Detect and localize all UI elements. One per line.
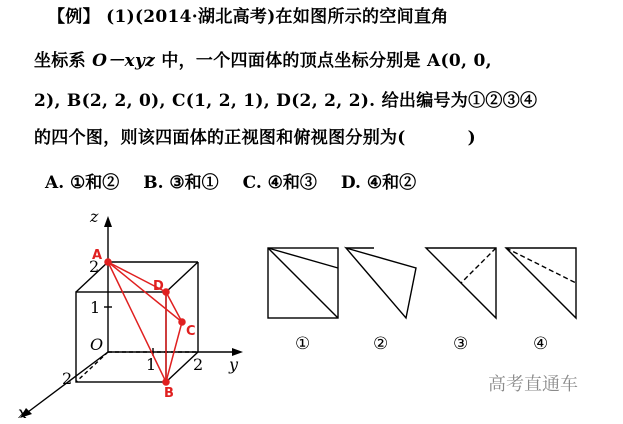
problem-line-2b: 中，一个四面体的顶点坐标分别是 A(0, 0, <box>155 51 492 71</box>
y-label: y <box>229 355 239 374</box>
tick-z2: 2 <box>89 257 100 276</box>
vertex-c-label: C <box>186 324 196 339</box>
tick-y1: 1 <box>146 355 157 374</box>
view-label-3: ③ <box>453 334 469 354</box>
view-2 <box>346 248 416 318</box>
cube-figure <box>20 216 243 418</box>
problem-line-4b: ) <box>467 128 476 148</box>
problem-line-4a: 的四个图，则该四面体的正视图和俯视图分别为( <box>34 128 406 148</box>
tetrahedron <box>105 259 185 385</box>
option-a: A. ①和② <box>45 173 120 193</box>
tick-z1: 1 <box>90 298 101 317</box>
option-c: C. ④和③ <box>242 173 317 193</box>
vertex-b-label: B <box>164 386 174 401</box>
problem-line-2a: 坐标系 <box>34 51 93 71</box>
view-label-4: ④ <box>533 334 549 354</box>
view-label-2: ② <box>373 334 389 354</box>
problem-line-3: 2), B(2, 2, 0), C(1, 2, 1), D(2, 2, 2). 给出编号为①②③④ <box>34 91 538 111</box>
z-arrow <box>104 216 112 227</box>
option-d: D. ④和② <box>340 173 417 193</box>
vertex-a-label: A <box>92 248 103 263</box>
coordinate-system: O－xyz <box>92 51 156 71</box>
view-label-1: ① <box>295 334 311 354</box>
vertex-d-label: D <box>153 279 164 294</box>
example-tag: 【例】 <box>48 7 100 27</box>
view-4 <box>506 248 576 318</box>
view-3 <box>426 248 496 318</box>
tick-x2: 2 <box>62 369 73 388</box>
option-b: B. ③和① <box>143 173 219 193</box>
x-label: x <box>18 403 28 422</box>
origin-label: O <box>90 335 104 354</box>
z-label: z <box>90 207 99 226</box>
problem-lead: (1)(2014·湖北高考)在如图所示的空间直角 <box>106 7 449 27</box>
tick-y2: 2 <box>193 355 204 374</box>
view-1 <box>268 248 338 318</box>
watermark: 高考直通车 <box>488 374 578 395</box>
